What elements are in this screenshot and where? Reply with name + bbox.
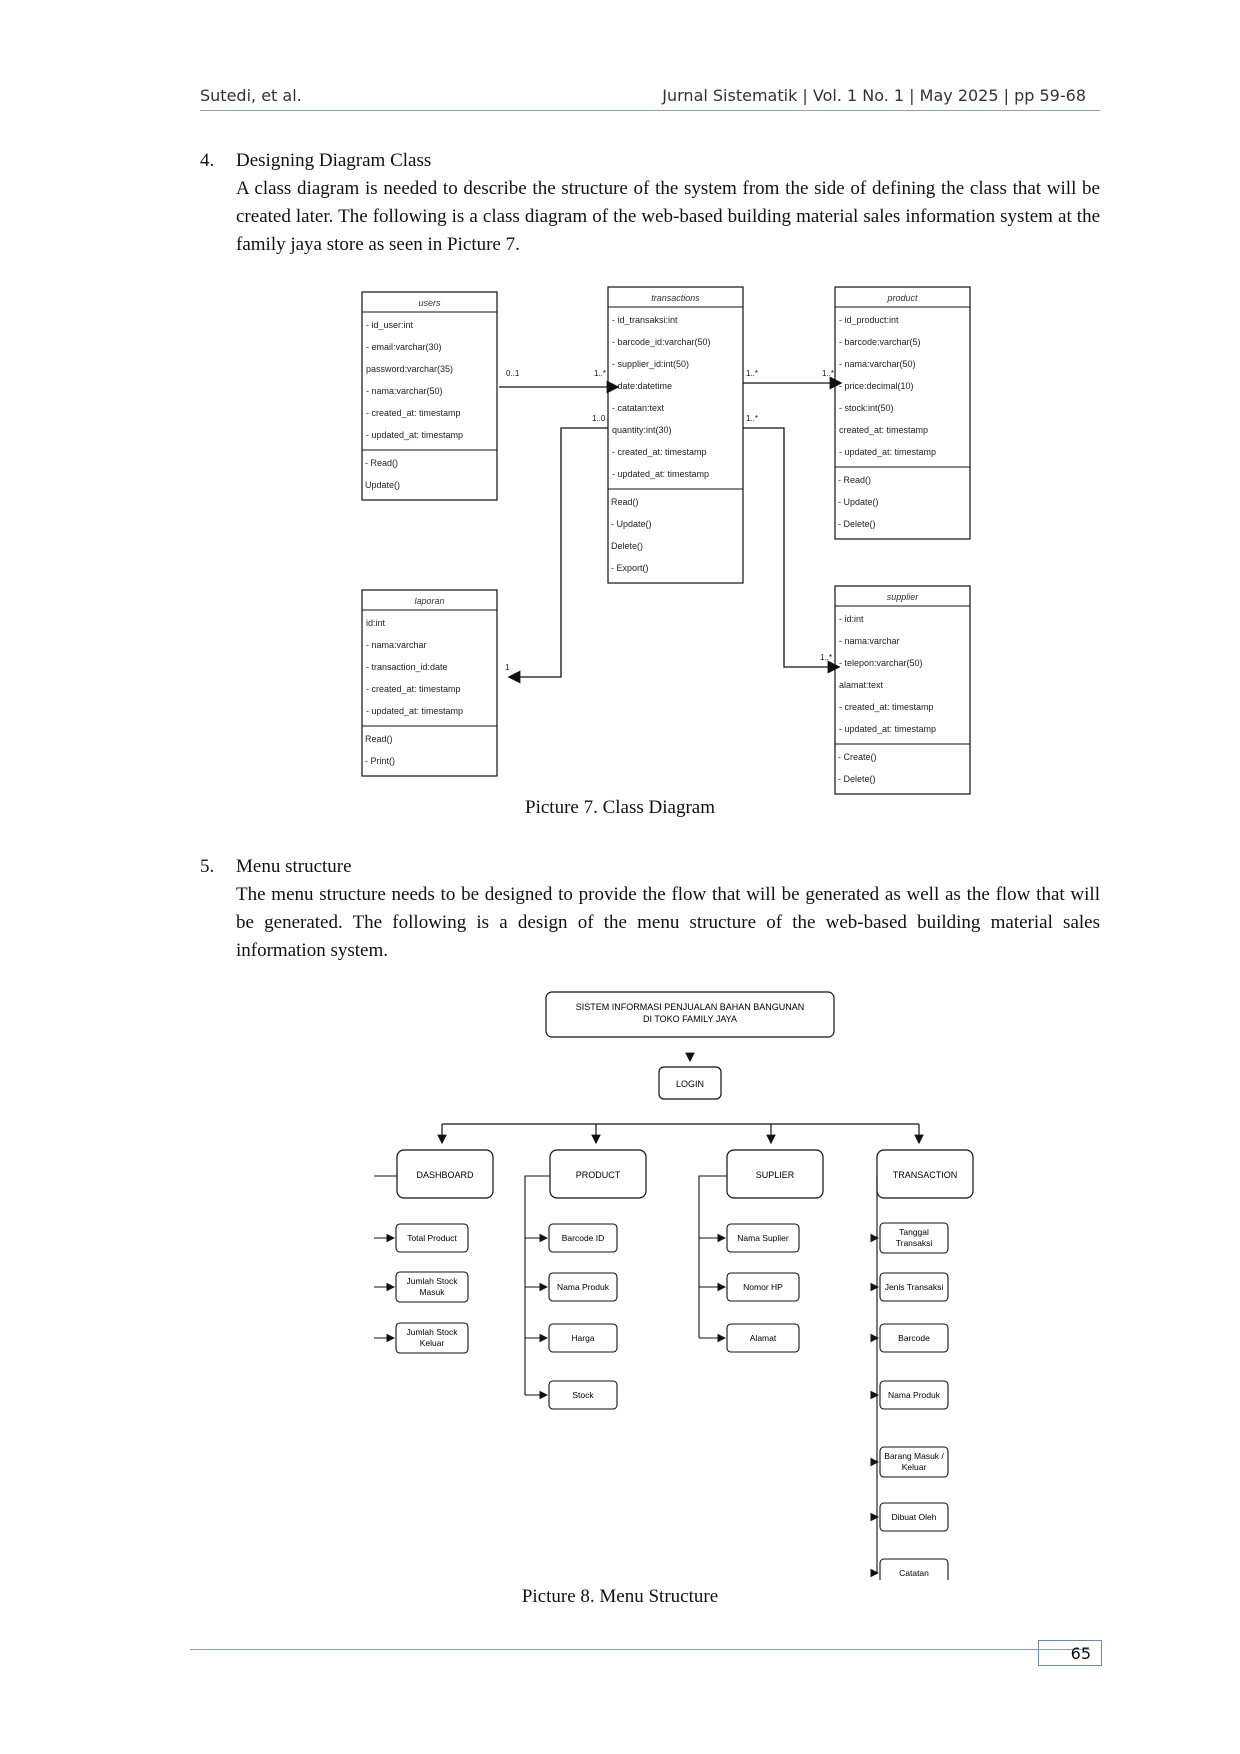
menu-subitem-label: Jumlah Stock	[406, 1276, 458, 1286]
mult-transactions-from-users: 1..*	[594, 369, 607, 378]
class-method: - Create()	[838, 752, 877, 762]
menu-subitem-label: Masuk	[419, 1287, 445, 1297]
class-attribute: - nama:varchar	[366, 640, 427, 650]
class-attribute: - updated_at: timestamp	[612, 469, 710, 479]
class-attribute: quantity:int(30)	[612, 425, 672, 435]
menu-subitem-label: Alamat	[749, 1333, 777, 1343]
section-title: Designing Diagram Class	[236, 150, 432, 171]
class-attribute: - nama:varchar	[839, 636, 900, 646]
menu-subitem-label: Jumlah Stock	[406, 1327, 458, 1337]
mult-users-side: 0..1	[506, 369, 520, 378]
class-method: - Export()	[611, 563, 649, 573]
class-name-supplier: supplier	[886, 592, 919, 602]
class-method: Read()	[365, 734, 393, 744]
menu-subitem-label: Nomor HP	[743, 1282, 783, 1292]
menu-subitem-label: Nama Produk	[888, 1390, 940, 1400]
class-box-transactions	[608, 287, 743, 583]
section-number: 5.	[200, 856, 215, 877]
menu-subitem-label: Transaksi	[895, 1238, 933, 1248]
class-box-product	[835, 287, 970, 539]
menu-structure-diagram	[0, 985, 1240, 1580]
mult-supplier-side: 1..*	[820, 653, 833, 662]
class-attribute: - email:varchar(30)	[366, 342, 442, 352]
section-title: Menu structure	[236, 856, 352, 877]
menu-root-line1: SISTEM INFORMASI PENJUALAN BAHAN BANGUNAN	[575, 1002, 805, 1012]
menu-subitem-label: Keluar	[901, 1462, 927, 1472]
menu-label-dashboard: DASHBOARD	[416, 1170, 474, 1180]
page-header	[200, 86, 1100, 111]
menu-subitem-label: Nama Produk	[557, 1282, 609, 1292]
class-attribute: - created_at: timestamp	[612, 447, 707, 457]
menu-subitem-label: Tanggal	[899, 1227, 929, 1237]
class-method: Delete()	[611, 541, 644, 551]
header-journal: Jurnal Sistematik | Vol. 1 No. 1 | May 2025 | pp 59-68	[662, 86, 1086, 105]
link-transactions-laporan	[510, 428, 608, 677]
class-attribute: id:int	[366, 618, 386, 628]
menu-column-dashboard	[374, 1150, 493, 1353]
class-attribute: - stock:int(50)	[839, 403, 894, 413]
menu-subitem-label: Total Product	[407, 1233, 457, 1243]
class-attribute: - created_at: timestamp	[839, 702, 934, 712]
menu-label-product: PRODUCT	[575, 1170, 621, 1180]
figure-caption-8: Picture 8. Menu Structure	[521, 1586, 719, 1607]
class-diagram	[0, 280, 1240, 795]
mult-laporan-side: 1	[505, 663, 510, 672]
menu-subitem-label: Barcode	[898, 1333, 930, 1343]
link-transactions-supplier	[743, 428, 838, 667]
menu-subitem-label: Barang Masuk /	[884, 1451, 944, 1461]
menu-label-transaction: TRANSACTION	[892, 1170, 958, 1180]
class-attribute: - date:datetime	[612, 381, 673, 391]
menu-subitem-label: Nama Suplier	[737, 1233, 789, 1243]
class-attribute: - created_at: timestamp	[366, 408, 461, 418]
menu-subitem-label: Harga	[571, 1333, 595, 1343]
page-number: 65	[1038, 1640, 1102, 1666]
class-box-laporan	[362, 590, 497, 776]
class-attribute: - supplier_id:int(50)	[612, 359, 690, 369]
class-attribute: password:varchar(35)	[366, 364, 454, 374]
class-method: - Read()	[838, 475, 872, 485]
class-method: - Read()	[365, 458, 399, 468]
class-attribute: - catatan:text	[612, 403, 665, 413]
footer-rule	[190, 1649, 1090, 1650]
class-name-laporan: laporan	[414, 596, 445, 606]
class-attribute: - updated_at: timestamp	[366, 706, 464, 716]
menu-column-transaction	[877, 1150, 973, 1580]
class-method: Update()	[365, 480, 401, 490]
class-method: - Delete()	[838, 519, 876, 529]
class-attribute: - updated_at: timestamp	[839, 724, 937, 734]
class-method: - Update()	[838, 497, 879, 507]
class-attribute: - updated_at: timestamp	[366, 430, 464, 440]
class-attribute: - barcode_id:varchar(50)	[612, 337, 711, 347]
class-method: - Delete()	[838, 774, 876, 784]
class-attribute: - id_product:int	[839, 315, 899, 325]
class-attribute: - transaction_id:date	[366, 662, 448, 672]
class-method: Read()	[611, 497, 639, 507]
menu-subitem-label: Jenis Transaksi	[884, 1282, 944, 1292]
class-attribute: - price:decimal(10)	[839, 381, 914, 391]
class-method: - Print()	[365, 756, 395, 766]
class-attribute: - id_transaksi:int	[612, 315, 678, 325]
class-attribute: created_at: timestamp	[839, 425, 929, 435]
menu-label-suplier: SUPLIER	[755, 1170, 795, 1180]
class-attribute: - created_at: timestamp	[366, 684, 461, 694]
figure-caption-7: Picture 7. Class Diagram	[525, 797, 715, 818]
menu-subitem-label: Barcode ID	[561, 1233, 605, 1243]
menu-column-suplier	[699, 1150, 823, 1352]
class-attribute: - telepon:varchar(50)	[839, 658, 923, 668]
class-box-users	[362, 292, 497, 500]
menu-subitem-label: Stock	[572, 1390, 594, 1400]
class-attribute: - nama:varchar(50)	[839, 359, 916, 369]
menu-subitem-label: Keluar	[419, 1338, 445, 1348]
class-box-supplier	[835, 586, 970, 794]
section-paragraph: A class diagram is needed to describe the structure of the system from the side of defining the class that will be created later. The following is a class diagram of the web-based building material sales information system at the family jaya store as seen in Picture 7.	[236, 178, 1100, 255]
class-attribute: alamat:text	[839, 680, 884, 690]
mult-transactions-to-product: 1..*	[746, 369, 759, 378]
mult-product-side: 1..*	[822, 369, 835, 378]
class-name-users: users	[418, 298, 441, 308]
class-attribute: - updated_at: timestamp	[839, 447, 937, 457]
class-attribute: - id:int	[839, 614, 864, 624]
class-method: - Update()	[611, 519, 652, 529]
mult-transactions-to-supplier: 1..*	[746, 414, 759, 423]
class-attribute: - barcode:varchar(5)	[839, 337, 921, 347]
class-attribute: - id_user:int	[366, 320, 414, 330]
menu-subitem-label: Dibuat Oleh	[891, 1512, 937, 1522]
menu-root-line2: DI TOKO FAMILY JAYA	[642, 1014, 738, 1024]
class-name-product: product	[887, 293, 918, 303]
header-authors: Sutedi, et al.	[200, 86, 302, 105]
section-number: 4.	[200, 150, 215, 171]
menu-subitem-label: Catatan	[899, 1568, 929, 1578]
menu-login-label: LOGIN	[675, 1079, 705, 1089]
class-name-transactions: transactions	[651, 293, 700, 303]
menu-column-product	[525, 1150, 646, 1409]
class-attribute: - nama:varchar(50)	[366, 386, 443, 396]
section-paragraph: The menu structure needs to be designed to provide the flow that will be generated as well as the flow that will be generated. The following is a design of the menu structure of the web-based building material sales information system.	[236, 884, 1100, 961]
mult-transactions-to-laporan: 1..0	[592, 414, 606, 423]
